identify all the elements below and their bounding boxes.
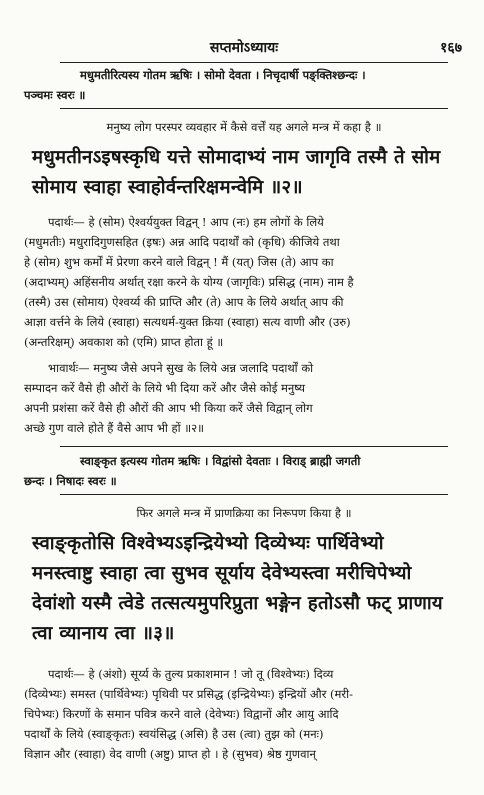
bhavartha-2-line-1: भावार्थः— मनुष्य जैसे अपने सुख के लिये अन्न जलादि पदार्थों को (48, 361, 314, 375)
page-header (24, 38, 464, 60)
header-rule (60, 62, 448, 63)
padartha-2-line-4: (अदाभ्यम्) अहिंसनीय अर्थात् रक्षा करने के योग्य (जागृविः) प्रसिद्ध (नाम) नाम है (24, 275, 354, 289)
padartha-2-line-7: (अन्तरिक्षम्) अवकाश को (एमि) प्राप्त होता हूं ॥ (24, 335, 224, 349)
padartha-2-line-2: (मधुमतीः) मधुरादिगुणसहित (इषः) अन्न आदि पदार्थों को (कृधि) कीजिये तथा (24, 235, 340, 249)
mantra-3-meta-line-2: छन्दः । निषादः स्वरः ॥ (24, 474, 117, 488)
padartha-3-line-2: (दिव्येभ्यः) समस्त (पार्थिवेभ्यः) पृथिवी पर प्रसिद्ध (इन्द्रियेभ्यः) इन्द्रियों और (मरी- (24, 687, 353, 701)
padartha-2-line-5: (तस्मै) उस (सोमाय) ऐश्वर्य्य की प्राप्ति और (ते) आप के लिये अर्थात् आप की (24, 295, 344, 309)
section-rule (60, 446, 448, 447)
mantra-3-intro: फिर अगले मन्त्र में प्राणक्रिया का निरूपण किया है ॥ (136, 506, 352, 520)
mantra-3-verse-line-4: त्वा व्यानाय त्वा ॥३॥ (32, 623, 175, 644)
padartha-3-line-1: पदार्थः— हे (अंशो) सूर्य्य के तुल्य प्रकाशमान ! जो तू (विश्वेभ्यः) दिव्य (48, 667, 334, 681)
padartha-2-line-3: हे (सोम) शुभ कर्मों में प्रेरणा करने वाले विद्वन् ! मैं (यत्) जिस (ते) आप का (24, 255, 334, 269)
padartha-2-line-1: पदार्थः— हे (सोम) ऐश्वर्ययुक्त विद्वन् ! आप (नः) हम लोगों के लिये (48, 215, 324, 229)
padartha-2-line-6: आज्ञा वर्त्तने के लिये (स्वाहा) सत्यधर्म-युक्त क्रिया (स्वाहा) सत्य वाणी और (उरु) (24, 315, 351, 329)
mantra-2-verse-line-2: सोमाय स्वाहा स्वाहोर्वन्तरिक्षमन्वेमि ॥२॥ (32, 177, 303, 198)
mantra-3-meta-line-1: स्वाङ्कृत इत्यस्य गोतम ऋषिः । विद्वांसो देवताः । विराड् ब्राह्मी जगती (80, 454, 361, 468)
padartha-3-line-5: विज्ञान और (स्वाहा) वेद वाणी (अष्टु) प्राप्त हो । हे (सुभव) श्रेष्ठ गुणवान् (24, 747, 316, 761)
mantra-2-verse-line-1: मधुमतीनऽइषस्कृधि यत्ते सोमादाभ्यं नाम जागृवि तस्मै ते सोम (32, 147, 441, 168)
bhavartha-2-line-2: सम्पादन करें वैसे ही औरों के लिये भी दिया करें और जैसे कोई मनुष्य (24, 381, 306, 395)
mantra-3-verse-line-1: स्वाङ्कृतोसि विश्वेभ्यऽइन्द्रियेभ्यो दिव्येभ्यः पार्थिवेभ्यो (32, 533, 384, 554)
mantra-2-intro: मनुष्य लोग परस्पर व्यवहार में कैसे वर्त्तें यह अगले मन्त्र में कहा है ॥ (106, 120, 382, 134)
meta-rule (60, 108, 448, 109)
page-number: १६७ (440, 40, 462, 56)
mantra-3-verse-line-2: मनस्त्वाष्टु स्वाहा त्वा सुभव सूर्याय देवेभ्यस्त्वा मरीचिपेभ्यो (32, 563, 412, 584)
padartha-3-line-3: चिपेभ्यः) किरणों के समान पवित्र करने वाले (देवेभ्यः) विद्वानों और आयु आदि (24, 707, 339, 721)
chapter-title: सप्तमोऽध्यायः (209, 40, 279, 56)
bhavartha-2-line-3: अपनी प्रशंसा करें वैसे ही औरों की आप भी किया करें जैसे विद्वान् लोग (24, 401, 313, 415)
mantra-2-meta-line-1: मधुमतीरित्यस्य गोतम ऋषिः । सोमो देवता । निचृदार्षी पङ्क्तिश्छन्दः । (80, 68, 366, 82)
mantra-2-meta-line-2: पञ्चमः स्वरः ॥ (24, 88, 86, 102)
mantra-3-verse-line-3: देवांशो यस्मै त्वेडे तत्सत्यमुपरिप्रुता भङ्गेन हतोऽसौ फट् प्राणाय (32, 593, 443, 614)
bhavartha-2-line-4: अच्छे गुण वाले होते हैं वैसे आप भी हों ॥२॥ (24, 421, 205, 435)
padartha-3-line-4: पदार्थों के लिये (स्वाङ्कृतः) स्वयंसिद्ध (असि) है उस (त्वा) तुझ को (मनः) (24, 727, 324, 741)
meta-rule (60, 494, 448, 495)
